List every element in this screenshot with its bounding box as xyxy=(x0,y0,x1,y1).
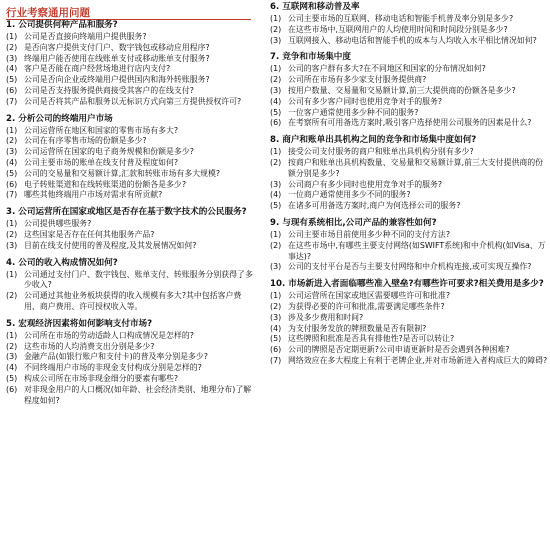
question-text: 对非现金用户的人口概况(如年龄、社会经济类别、地理分布)了解程度如何? xyxy=(24,384,252,405)
question-number: (3) xyxy=(6,53,18,63)
question-text: 按商户和账单出具机构数量、交易量和交易额计算,前三大支付提供商的份额分别是多少? xyxy=(288,157,544,178)
question-item xyxy=(270,356,548,367)
question-text: 互联网接入、移动电话和智能手机的成本与人均收入水平相比情况如何? xyxy=(288,35,537,45)
question-item xyxy=(6,270,256,292)
question-item xyxy=(6,180,256,191)
question-text: 公司所在市场有多少家支付服务提供商? xyxy=(288,75,427,85)
question-item xyxy=(6,352,256,363)
question-item xyxy=(6,136,256,147)
section-heading: 10. 市场新进入者面临哪些准入壁垒?有哪些许可要求?相关费用是多少? xyxy=(270,279,544,290)
question-text: 一位客户通常使用多少种不同的服务? xyxy=(288,107,419,117)
question-text: 不同终端用户市场的非现金支付构成分别是怎样的? xyxy=(24,363,202,373)
question-list xyxy=(6,270,256,313)
question-list xyxy=(270,64,548,129)
question-number: (4) xyxy=(6,64,18,74)
question-section xyxy=(6,20,256,108)
question-text: 在诸多可用备选方案时,商户为何选择公司的服务? xyxy=(288,201,461,211)
question-item xyxy=(6,64,256,75)
question-number: (6) xyxy=(6,179,18,189)
question-section xyxy=(6,114,256,202)
question-item xyxy=(6,331,256,342)
question-number: (3) xyxy=(6,352,18,362)
question-item xyxy=(6,342,256,353)
question-item xyxy=(6,241,256,252)
section-heading: 6. 互联网和移动普及率 xyxy=(270,2,360,12)
question-text: 金融产品(如银行账户和支付卡)的普及率分别是多少? xyxy=(24,352,208,362)
question-text: 是否向客户提供支付门户、数字钱包或移动应用程序? xyxy=(24,42,210,52)
question-number: (1) xyxy=(270,64,282,74)
question-item xyxy=(270,118,548,129)
question-text: 公司有多少客户同时也使用竞争对手的服务? xyxy=(288,96,443,106)
question-item xyxy=(6,43,256,54)
question-item xyxy=(270,86,548,97)
question-list xyxy=(6,126,256,202)
question-item xyxy=(6,230,256,241)
question-list xyxy=(270,147,548,212)
question-number: (1) xyxy=(6,125,18,135)
question-item xyxy=(6,190,256,201)
question-item xyxy=(6,363,256,374)
question-item xyxy=(270,190,548,201)
question-item xyxy=(270,313,548,324)
question-text: 公司的客户群有多大?在不同地区和国家的分布情况如何? xyxy=(288,64,486,74)
question-text: 哪些其他终端用户市场对需求有所贡献? xyxy=(24,190,163,200)
question-item xyxy=(6,147,256,158)
question-item xyxy=(6,158,256,169)
question-number: (7) xyxy=(6,190,18,200)
section-heading: 7. 竞争和市场集中度 xyxy=(270,52,351,63)
question-text: 在这些市场中,互联网用户的人均使用时间和时间段分别是多少? xyxy=(288,24,508,34)
question-number: (2) xyxy=(6,229,18,239)
question-number: (7) xyxy=(6,96,18,106)
question-text: 公司提供哪些服务? xyxy=(24,219,92,229)
section-heading: 5. 宏观经济因素将如何影响支付市场? xyxy=(6,318,153,329)
question-text: 公司的牌照是否定期更新?公司申请更新时是否会遇到各种困难? xyxy=(288,345,510,355)
question-text: 按用户数量、交易量和交易额计算,前三大提供商的份额各是多少? xyxy=(288,85,516,95)
question-item xyxy=(6,86,256,97)
question-item xyxy=(6,75,256,86)
question-number: (5) xyxy=(270,107,282,117)
question-number: (3) xyxy=(270,312,282,322)
question-number: (5) xyxy=(6,373,18,383)
question-list xyxy=(6,219,256,251)
question-text: 公司商户有多少同时也使用竞争对手的服务? xyxy=(288,179,443,189)
question-section xyxy=(6,258,256,313)
section-heading: 9. 与现有系统相比,公司产品的兼容性如何? xyxy=(270,217,437,228)
question-text: 涉及多少费用和时间? xyxy=(288,312,364,322)
question-number: (6) xyxy=(270,345,282,355)
question-number: (4) xyxy=(270,323,282,333)
question-section xyxy=(270,279,548,367)
question-text: 公司通过其他业务板块获得的收入规模有多大?其中包括客户费用、商户费用、许可授权收入等。 xyxy=(24,291,242,311)
question-number: (6) xyxy=(270,118,282,128)
question-text: 为支付服务发放的牌照数量是否有限制? xyxy=(288,323,427,333)
question-text: 这些国家是否存在任何其他服务产品? xyxy=(24,229,155,239)
question-number: (1) xyxy=(6,32,18,41)
question-number: (2) xyxy=(270,157,282,167)
question-text: 公司主要市场的互联网、移动电话和智能手机普及率分别是多少? xyxy=(288,14,514,23)
left-column xyxy=(6,20,256,412)
question-list xyxy=(6,32,256,108)
question-list xyxy=(270,230,548,273)
question-text: 在这些市场中,有哪些主要支付网络(如SWIFT系统)和中介机构(如Visa、万事达)? xyxy=(288,240,546,261)
question-number: (3) xyxy=(270,179,282,189)
question-number: (2) xyxy=(6,291,18,301)
question-item xyxy=(270,14,548,25)
question-text: 在考察所有可用备选方案时,吸引客户选择使用公司服务的因素是什么? xyxy=(288,118,532,128)
question-section xyxy=(6,319,256,407)
question-text: 公司运营所在国家或地区需要哪些许可和批准? xyxy=(288,291,451,301)
question-number: (5) xyxy=(270,334,282,344)
question-item xyxy=(6,291,256,313)
question-number: (2) xyxy=(270,24,282,34)
question-text: 公司是否直接向终端用户提供服务? xyxy=(24,32,147,41)
question-text: 网络效应在多大程度上有利于老牌企业,并对市场新进入者构成巨大的障碍? xyxy=(288,355,548,365)
question-number: (5) xyxy=(270,201,282,211)
question-item xyxy=(6,385,256,407)
question-number: (4) xyxy=(270,96,282,106)
question-item xyxy=(270,201,548,212)
section-heading: 3. 公司运营所在国家或地区是否存在基于数字技术的公民服务? xyxy=(6,207,247,218)
question-item xyxy=(6,32,256,43)
question-item xyxy=(270,64,548,75)
question-text: 公司所在市场的劳动适龄人口构成情况是怎样的? xyxy=(24,330,194,340)
question-text: 一位商户通常使用多少不同的服务? xyxy=(288,190,411,200)
question-text: 这些牌照和批准是否具有排他性?是否可以转让? xyxy=(288,334,455,344)
question-item xyxy=(6,169,256,180)
question-section xyxy=(6,207,256,251)
section-heading: 8. 商户和账单出具机构之间的竞争和市场集中度如何? xyxy=(270,135,477,146)
question-number: (3) xyxy=(6,147,18,157)
question-item xyxy=(270,36,548,47)
question-text: 公司的支付平台是否与主要支付网络和中介机构连接,或可实现互操作? xyxy=(288,262,532,272)
question-number: (7) xyxy=(270,355,282,365)
question-number: (6) xyxy=(6,85,18,95)
question-number: (4) xyxy=(6,363,18,373)
question-text: 构成公司所在市场非现金细分的要素有哪些? xyxy=(24,373,179,383)
question-number: (4) xyxy=(270,190,282,200)
question-text: 公司在有序零售市场的份额是多少? xyxy=(24,136,147,146)
section-heading: 4. 公司的收入构成情况如何? xyxy=(6,257,118,268)
question-text: 公司运营所在国家的电子商务规模和份额是多少? xyxy=(24,147,194,157)
question-text: 目前在线支付使用的普及程度,及其发展情况如何? xyxy=(24,240,197,250)
question-item xyxy=(270,25,548,36)
question-section xyxy=(270,2,548,46)
right-column xyxy=(270,2,548,373)
question-item xyxy=(270,334,548,345)
question-list xyxy=(6,331,256,407)
question-number: (3) xyxy=(270,35,282,45)
question-text: 公司主要市场目前使用多少种不同的支付方法? xyxy=(288,229,451,239)
question-text: 公司是否向企业或终端用户提供国内和海外转账服务? xyxy=(24,75,210,85)
question-number: (1) xyxy=(6,219,18,229)
question-item xyxy=(270,75,548,86)
question-item xyxy=(6,97,256,108)
question-text: 终端用户能否使用在线账单支付或移动账单支付服务? xyxy=(24,53,210,63)
question-item xyxy=(270,147,548,158)
question-item xyxy=(270,345,548,356)
question-list xyxy=(270,291,548,367)
question-number: (1) xyxy=(270,14,282,23)
question-item xyxy=(270,262,548,273)
question-item xyxy=(270,97,548,108)
question-text: 为获得必要的许可和批准,需要满足哪些条件? xyxy=(288,301,445,311)
question-number: (1) xyxy=(270,291,282,301)
question-text: 公司运营所在地区和国家的零售市场有多大? xyxy=(24,125,179,135)
question-item xyxy=(6,54,256,65)
question-text: 公司通过支付门户、数字钱包、账单支付、转账服务分别获得了多少收入? xyxy=(24,269,253,290)
question-text: 电子转账渠道和在线转账渠道的份额各是多少? xyxy=(24,179,187,189)
question-item xyxy=(6,374,256,385)
question-text: 公司是否支持服务提供商接受其客户的在线支付? xyxy=(24,85,194,95)
question-number: (3) xyxy=(270,85,282,95)
question-number: (3) xyxy=(270,262,282,272)
question-number: (3) xyxy=(6,240,18,250)
question-item xyxy=(270,302,548,313)
question-text: 这些市场的人均消费支出分别是多少? xyxy=(24,341,155,351)
question-number: (2) xyxy=(6,42,18,52)
section-heading: 1. 公司提供何种产品和服务? xyxy=(6,20,118,30)
question-item xyxy=(270,180,548,191)
question-item xyxy=(270,158,548,180)
question-section xyxy=(270,52,548,129)
question-text: 公司是否将其产品和服务以无标识方式向第三方提供授权许可? xyxy=(24,96,242,106)
question-number: (2) xyxy=(6,136,18,146)
question-number: (5) xyxy=(6,75,18,85)
question-number: (4) xyxy=(6,157,18,167)
question-section xyxy=(270,218,548,273)
page-title: 行业考察通用问题 xyxy=(6,7,90,19)
question-number: (1) xyxy=(6,330,18,340)
question-text: 接受公司支付服务的商户和账单出具机构分别有多少? xyxy=(288,147,474,157)
question-number: (1) xyxy=(6,269,18,279)
question-number: (6) xyxy=(6,384,18,394)
question-text: 公司的交易量和交易额计算,汇款和转账市场有多大规模? xyxy=(24,168,221,178)
question-list xyxy=(270,14,548,46)
question-item xyxy=(270,108,548,119)
question-item xyxy=(270,241,548,263)
question-number: (2) xyxy=(270,75,282,85)
question-item xyxy=(270,324,548,335)
question-section xyxy=(270,135,548,212)
question-number: (5) xyxy=(6,168,18,178)
question-number: (2) xyxy=(6,341,18,351)
question-item xyxy=(270,230,548,241)
question-text: 公司主要市场的账单在线支付普及程度如何? xyxy=(24,157,179,167)
question-item xyxy=(270,291,548,302)
section-heading: 2. 分析公司的终端用户市场 xyxy=(6,113,113,124)
question-number: (2) xyxy=(270,240,282,250)
question-item xyxy=(6,219,256,230)
question-text: 客户是否能在商户经营场地进行店内支付? xyxy=(24,64,171,74)
question-number: (1) xyxy=(270,229,282,239)
question-item xyxy=(6,126,256,137)
question-number: (2) xyxy=(270,301,282,311)
question-number: (1) xyxy=(270,147,282,157)
